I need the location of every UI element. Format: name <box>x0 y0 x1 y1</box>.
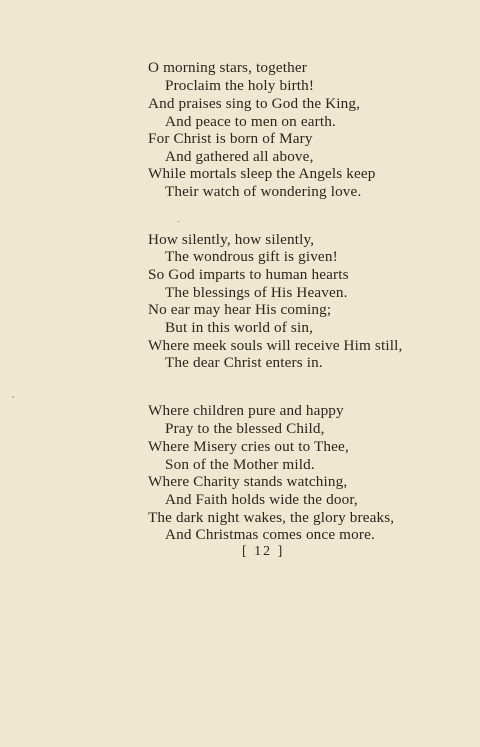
poem-line: While mortals sleep the Angels keep <box>148 165 376 182</box>
poem-line: How silently, how silently, <box>148 231 315 248</box>
poem-line: Proclaim the holy birth! <box>165 77 315 94</box>
poem-line: But in this world of sin, <box>165 319 314 336</box>
poem-line: And Christmas comes once more. <box>165 526 375 543</box>
paper-speck <box>12 396 14 398</box>
poem-line: Where meek souls will receive Him still, <box>148 337 403 354</box>
poem-line: Son of the Mother mild. <box>165 456 315 473</box>
poem-line: The blessings of His Heaven. <box>165 284 348 301</box>
poem-line: And praises sing to God the King, <box>148 95 361 112</box>
poem-line: And gathered all above, <box>165 148 314 165</box>
poem-line: And peace to men on earth. <box>165 113 336 130</box>
poem-line: The dark night wakes, the glory breaks, <box>148 509 395 526</box>
page-number: [ 12 ] <box>242 544 285 559</box>
poem-line: Their watch of wondering love. <box>165 183 362 200</box>
poem-line: For Christ is born of Mary <box>148 130 313 147</box>
poem-line: O morning stars, together <box>148 59 307 76</box>
poem-line: The dear Christ enters in. <box>165 354 323 371</box>
poem-line: The wondrous gift is given! <box>165 248 338 265</box>
poem-line: Where children pure and happy <box>148 402 344 419</box>
poem-line: No ear may hear His coming; <box>148 301 332 318</box>
paper-speck <box>177 221 180 222</box>
poem-line: So God imparts to human hearts <box>148 266 349 283</box>
poem-line: Where Charity stands watching, <box>148 473 348 490</box>
poem-line: And Faith holds wide the door, <box>165 491 358 508</box>
poem-line: Where Misery cries out to Thee, <box>148 438 349 455</box>
poem-line: Pray to the blessed Child, <box>165 420 325 437</box>
